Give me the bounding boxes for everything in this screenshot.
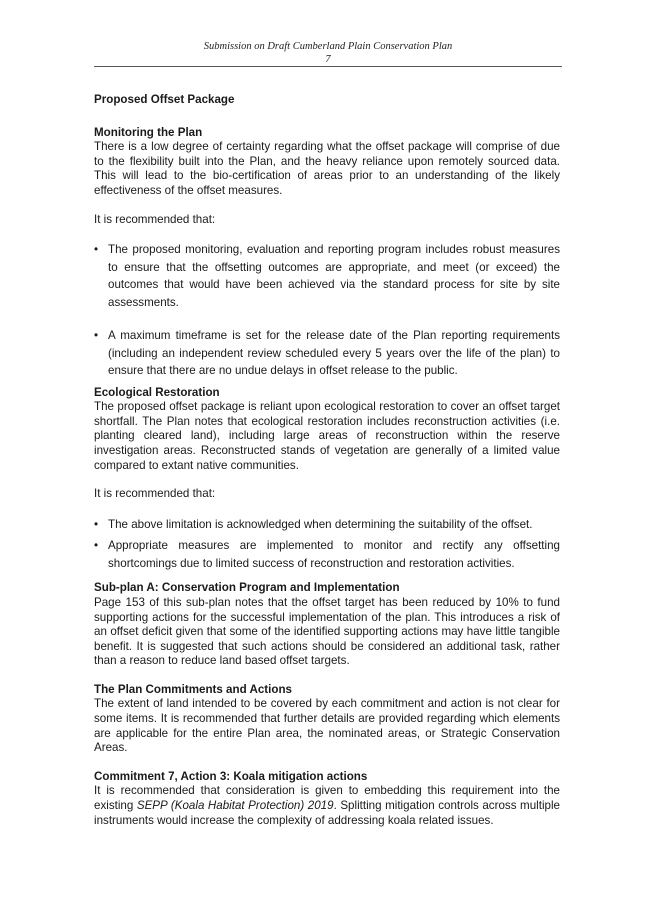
monitoring-recommend-text: It is recommended that: bbox=[94, 212, 216, 226]
page-header bbox=[94, 40, 562, 66]
main-section-title: Proposed Offset Package bbox=[94, 93, 235, 106]
page-number: 7 bbox=[325, 54, 331, 65]
koala-text-start: It is recommended that consideration is given to embedding this requirement into the existing bbox=[94, 784, 560, 813]
restoration-bullet-list bbox=[94, 516, 560, 573]
subplan-paragraph: Page 153 of this sub-plan notes that the offset target has been reduced by 10% to fund supporting actions for the successful implementation of the plan. This introduces a risk of an offset deficit given that some of the identified supporting actions may have little tangible benefit. It is suggested that such actions should be considered an additional task, rather than a reason to reduce land based offset targets. bbox=[94, 595, 560, 668]
monitoring-bullet-list bbox=[94, 241, 560, 380]
list-item-text: Appropriate measures are implemented to monitor and rectify any offsetting shortcomings due to limited success of reconstruction and restoration activities. bbox=[108, 539, 560, 570]
subplan-heading: Sub-plan A: Conservation Program and Implementation bbox=[94, 581, 400, 595]
restoration-recommend-text: It is recommended that: bbox=[94, 487, 216, 501]
list-item-text: A maximum timeframe is set for the release date of the Plan reporting requirements (including an independent review scheduled every 5 years over the life of the plan) to ensure that there are no undue delays in offset release to the public. bbox=[108, 329, 560, 378]
bullet-icon: • bbox=[94, 243, 99, 257]
document-body bbox=[94, 93, 560, 828]
header-divider bbox=[94, 66, 562, 67]
restoration-heading: Ecological Restoration bbox=[94, 385, 220, 399]
list-item bbox=[94, 516, 560, 534]
list-item bbox=[94, 327, 560, 380]
monitoring-paragraph: There is a low degree of certainty regarding what the offset package will comprise of due to the flexibility built into the Plan, and the heavy reliance upon remotely sourced data. This will lead to the bio-certification of areas prior to an understanding of the likely effectiveness of the offset measures. bbox=[94, 140, 560, 197]
koala-paragraph bbox=[94, 784, 560, 828]
koala-text-end: . Splitting mitigation controls across multiple instruments would increase the complexity of addressing koala related issues. bbox=[94, 799, 560, 827]
sepp-reference: SEPP (Koala Habitat Protection) 2019 bbox=[136, 799, 334, 813]
monitoring-heading: Monitoring the Plan bbox=[94, 125, 203, 139]
bullet-icon: • bbox=[94, 329, 99, 343]
list-item-text: The above limitation is acknowledged when determining the suitability of the offset. bbox=[108, 517, 533, 531]
commitments-heading: The Plan Commitments and Actions bbox=[94, 682, 292, 696]
bullet-icon: • bbox=[94, 539, 99, 553]
header-title: Submission on Draft Cumberland Plain Conservation Plan bbox=[203, 41, 453, 52]
koala-heading: Commitment 7, Action 3: Koala mitigation actions bbox=[94, 769, 368, 783]
list-item bbox=[94, 537, 560, 572]
bullet-icon: • bbox=[94, 517, 99, 531]
restoration-paragraph: The proposed offset package is reliant upon ecological restoration to cover an offset target shortfall. The Plan notes that ecological restoration includes reconstruction activities (i.e. planting cleared land), including large areas of reconstruction within the reserve investigation areas. Reconstructed stands of vegetation are generally of a limited value compared to extant native communities. bbox=[94, 400, 560, 472]
list-item-text: The proposed monitoring, evaluation and reporting program includes robust measures to ensure that the offsetting outcomes are appropriate, and meet (or exceed) the outcomes that would have been achieved via the standard process for site by site assessments. bbox=[108, 243, 560, 309]
commitments-paragraph: The extent of land intended to be covered by each commitment and action is not clear for some items. It is recommended that further details are provided regarding which elements are applicable for the entire Plan area, the nominated areas, or Strategic Conservation Areas. bbox=[94, 697, 560, 755]
list-item bbox=[94, 241, 560, 311]
